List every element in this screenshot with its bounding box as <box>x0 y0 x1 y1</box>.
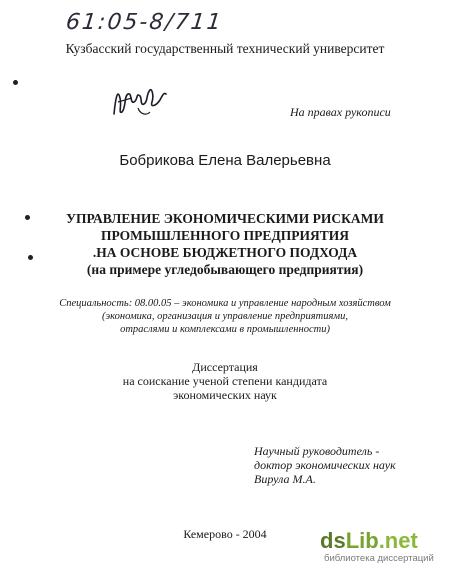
supervisor-info <box>254 444 396 486</box>
dissertation-line: на соискание ученой степени кандидата <box>122 374 328 388</box>
title-line: УПРАВЛЕНИЕ ЭКОНОМИЧЕСКИМИ РИСКАМИ <box>66 211 384 226</box>
title-line: ПРОМЫШЛЕННОГО ПРЕДПРИЯТИЯ <box>101 228 349 243</box>
specialty-line: отраслями и комплексами в промышленности) <box>120 324 330 335</box>
specialty-line: (экономика, организация и управление предприятиями, <box>102 311 348 322</box>
specialty-info <box>0 297 450 336</box>
dissertation-line: экономических наук <box>173 388 277 402</box>
dissertation-type <box>0 360 450 402</box>
signature-image <box>110 84 170 120</box>
supervisor-line: Вирула М.А. <box>254 472 316 486</box>
supervisor-line: Научный руководитель - <box>254 444 380 458</box>
dslib-watermark[interactable] <box>320 528 440 568</box>
city-year: Кемерово - 2004 <box>183 527 267 541</box>
author-name: Бобрикова Елена Валерьевна <box>119 152 331 169</box>
supervisor-line: доктор экономических наук <box>254 458 396 472</box>
dissertation-line: Диссертация <box>192 360 258 374</box>
title-line: .НА ОСНОВЕ БЮДЖЕТНОГО ПОДХОДА <box>92 245 358 260</box>
manuscript-note: На правах рукописи <box>290 105 391 119</box>
university-name: Кузбасский государственный технический университет <box>65 41 385 56</box>
handwritten-catalog-number: 61:05-8/711 <box>64 10 225 35</box>
dslib-logo: dsLib.net <box>320 528 418 553</box>
margin-dot <box>13 80 18 85</box>
title-line: (на примере угледобывающего предприятия) <box>86 262 364 277</box>
watermark-subtitle: библиотека диссертаций <box>324 553 434 564</box>
dissertation-title <box>0 210 450 278</box>
specialty-line: Специальность: 08.00.05 – экономика и управление народным хозяйством <box>59 298 391 309</box>
